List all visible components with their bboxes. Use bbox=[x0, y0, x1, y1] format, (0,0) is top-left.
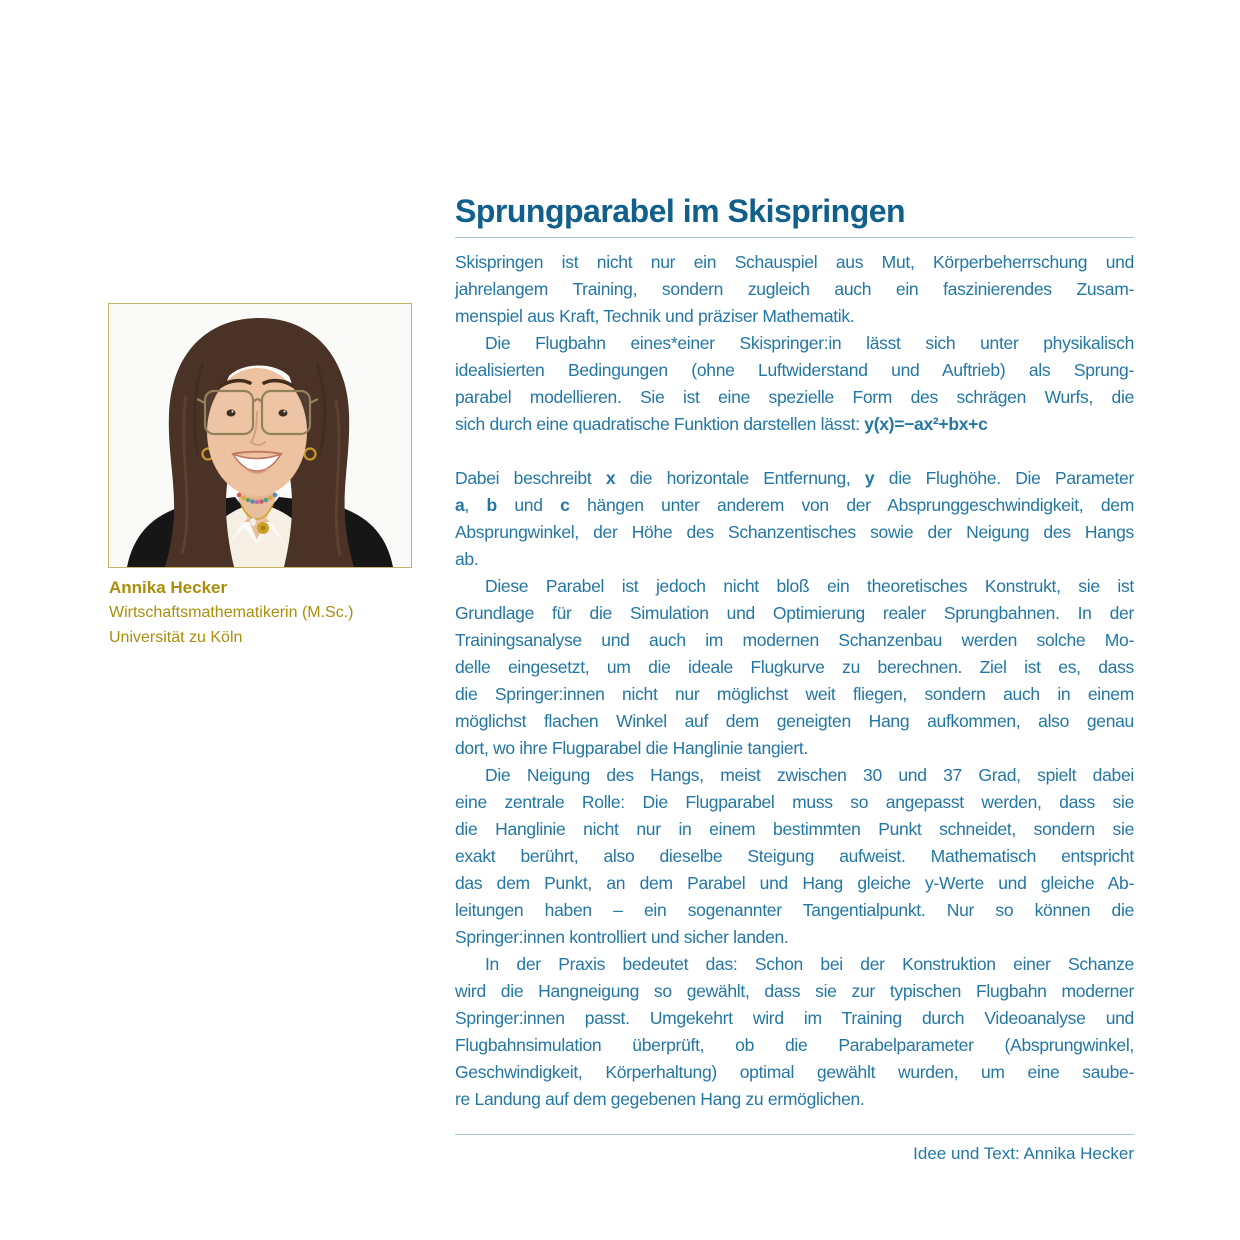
text-line: Springer:innen kontrolliert und sicher landen. bbox=[455, 927, 789, 947]
text-line: delle eingesetzt, um die ideale Flugkurve zu berechnen. Ziel ist es, dass bbox=[455, 657, 1134, 677]
article-body bbox=[455, 249, 1134, 1113]
portrait-photo bbox=[108, 303, 412, 568]
profile-role: Wirtschaftsmathematikerin (M.Sc.) bbox=[109, 604, 354, 621]
text-line: Skispringen ist nicht nur ein Schauspiel aus Mut, Körperbeherrschung und bbox=[455, 252, 1134, 272]
text-line: Grundlage für die Simulation und Optimierung realer Sprungbahnen. In der bbox=[455, 603, 1134, 623]
profile-organization: Universität zu Köln bbox=[109, 629, 243, 646]
text-line: eine zentrale Rolle: Die Flugparabel muss so angepasst werden, dass sie bbox=[455, 792, 1134, 812]
text-line: das dem Punkt, an dem Parabel und Hang gleiche y-Werte und gleiche Ab- bbox=[455, 873, 1134, 893]
text-line: Diese Parabel ist jedoch nicht bloß ein theoretisches Konstrukt, sie ist bbox=[485, 576, 1134, 596]
photo-caption bbox=[109, 575, 429, 650]
text-line: Die Neigung des Hangs, meist zwischen 30 und 37 Grad, spielt dabei bbox=[485, 765, 1134, 785]
paragraph bbox=[455, 330, 1134, 438]
text-line: jahrelangem Training, sondern zugleich auch ein faszinierendes Zusam- bbox=[455, 279, 1134, 299]
text-line: Flugbahnsimulation überprüft, ob die Parabelparameter (Absprungwinkel, bbox=[455, 1035, 1134, 1055]
text-line: Dabei beschreibt x die horizontale Entfernung, y die Flughöhe. Die Parameter bbox=[455, 468, 1135, 488]
text-line: menspiel aus Kraft, Technik und präziser Mathematik. bbox=[455, 306, 855, 326]
text-line: leitungen haben – ein sogenannter Tangentialpunkt. Nur so können die bbox=[455, 900, 1134, 920]
text-line: Die Flugbahn eines*einer Skispringer:in lässt sich unter physikalisch bbox=[485, 333, 1134, 353]
text-line: idealisierten Bedingungen (ohne Luftwiderstand und Auftrieb) als Sprung- bbox=[455, 360, 1134, 380]
text-line: wird die Hangneigung so gewählt, dass sie zur typischen Flugbahn moderner bbox=[455, 981, 1134, 1001]
text-line: Trainingsanalyse und auch im modernen Schanzenbau werden solche Mo- bbox=[455, 630, 1134, 650]
text-line: a, b und c hängen unter anderem von der Absprunggeschwindigkeit, dem bbox=[455, 495, 1134, 515]
text-line: Geschwindigkeit, Körperhaltung) optimal gewählt wurden, um eine saube- bbox=[455, 1062, 1134, 1082]
credit-line: Idee und Text: Annika Hecker bbox=[913, 1144, 1134, 1163]
text-line: die Springer:innen nicht nur möglichst weit fliegen, sondern auch in einem bbox=[455, 684, 1134, 704]
credit-divider bbox=[455, 1134, 1134, 1135]
paragraph bbox=[455, 465, 1134, 573]
paragraph bbox=[455, 249, 1134, 330]
text-line: exakt berührt, also dieselbe Steigung aufweist. Mathematisch entspricht bbox=[455, 846, 1134, 866]
text-line: parabel modellieren. Sie ist eine spezielle Form des schrägen Wurfs, die bbox=[455, 387, 1134, 407]
paragraph bbox=[455, 951, 1134, 1113]
paragraph bbox=[455, 762, 1134, 951]
title-divider bbox=[455, 237, 1134, 238]
text-line: die Hanglinie nicht nur in einem bestimmten Punkt schneidet, sondern sie bbox=[455, 819, 1134, 839]
article-title: Sprungparabel im Skispringen bbox=[455, 193, 906, 229]
text-line: möglichst flachen Winkel auf dem geneigten Hang aufkommen, also genau bbox=[455, 711, 1134, 731]
profile-name: Annika Hecker bbox=[109, 578, 228, 597]
portrait-illustration bbox=[109, 304, 411, 567]
text-line: Springer:innen passt. Umgekehrt wird im Training durch Videoanalyse und bbox=[455, 1008, 1134, 1028]
text-line: re Landung auf dem gegebenen Hang zu ermöglichen. bbox=[455, 1089, 865, 1109]
text-line: Absprungwinkel, der Höhe des Schanzentisches sowie der Neigung des Hangs bbox=[455, 522, 1134, 542]
text-line: sich durch eine quadratische Funktion darstellen lässt: y(x)=−ax²+bx+c bbox=[455, 414, 988, 434]
text-line: ab. bbox=[455, 549, 479, 569]
paragraph bbox=[455, 573, 1134, 762]
text-line: dort, wo ihre Flugparabel die Hanglinie tangiert. bbox=[455, 738, 809, 758]
text-line: In der Praxis bedeutet das: Schon bei der Konstruktion einer Schanze bbox=[485, 954, 1134, 974]
